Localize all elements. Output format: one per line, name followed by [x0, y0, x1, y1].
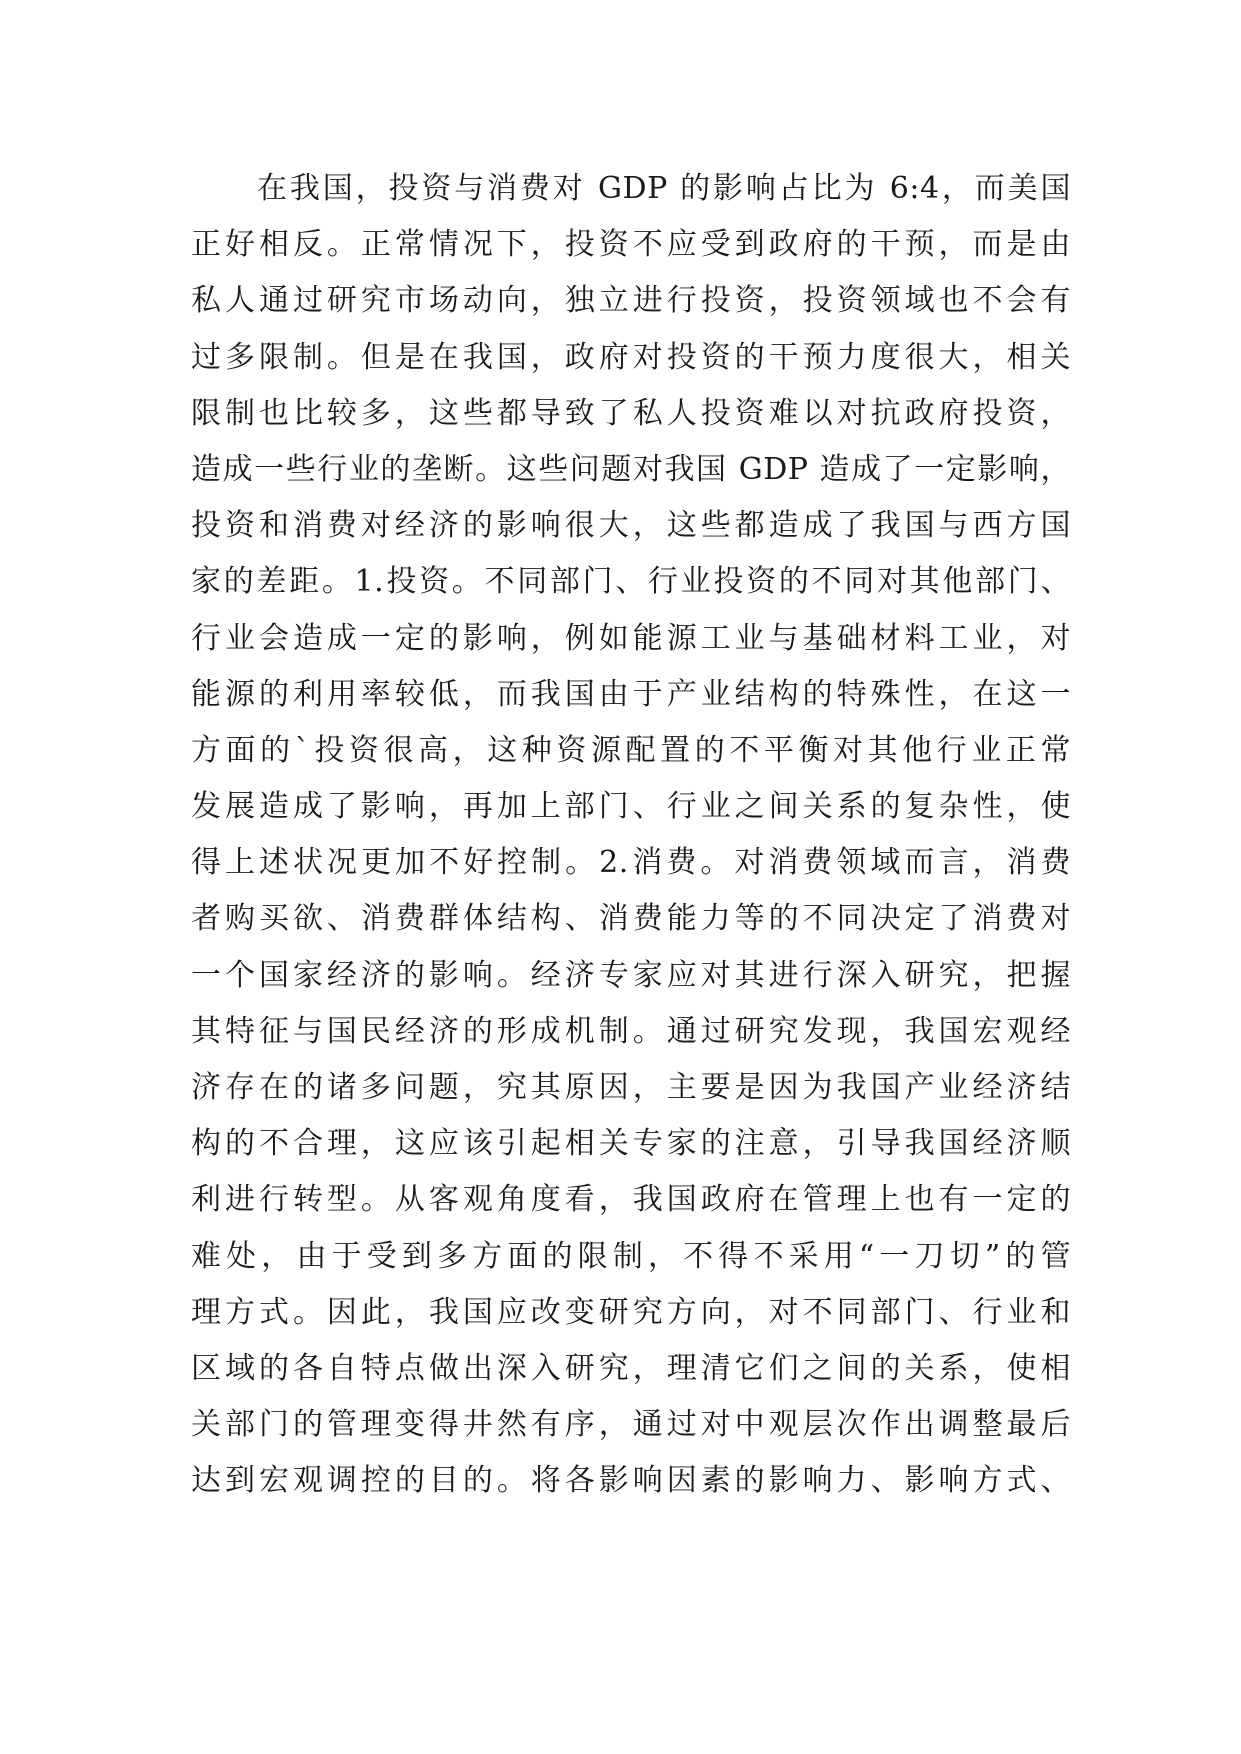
paragraph-line: 方面的`投资很高，这种资源配置的不平衡对其他行业正常	[191, 732, 1071, 768]
paragraph-line: 达到宏观调控的目的。将各影响因素的影响力、影响方式、	[191, 1463, 1071, 1499]
body-paragraph	[191, 161, 1071, 1510]
paragraph-line: 能源的利用率较低，而我国由于产业结构的特殊性，在这一	[191, 676, 1071, 712]
paragraph-line: 在我国，投资与消费对 GDP 的影响占比为 6:4，而美国	[257, 171, 1071, 206]
paragraph-line: 发展造成了影响，再加上部门、行业之间关系的复杂性，使	[191, 789, 1071, 825]
paragraph-line: 其特征与国民经济的形成机制。通过研究发现，我国宏观经	[191, 1013, 1071, 1049]
paragraph-line: 利进行转型。从客观角度看，我国政府在管理上也有一定的	[191, 1182, 1071, 1218]
paragraph-line: 得上述状况更加不好控制。2.消费。对消费领域而言，消费	[191, 845, 1071, 881]
paragraph-line: 行业会造成一定的影响，例如能源工业与基础材料工业，对	[191, 620, 1071, 656]
paragraph-line: 区域的各自特点做出深入研究，理清它们之间的关系，使相	[191, 1350, 1071, 1386]
paragraph-line: 难处，由于受到多方面的限制，不得不采用“一刀切”的管	[191, 1238, 1071, 1274]
paragraph-line: 造成一些行业的垄断。这些问题对我国 GDP 造成了一定影响，	[191, 451, 1071, 487]
paragraph-line: 过多限制。但是在我国，政府对投资的干预力度很大，相关	[191, 339, 1071, 375]
paragraph-line: 私人通过研究市场动向，独立进行投资，投资领域也不会有	[191, 283, 1071, 319]
paragraph-line: 关部门的管理变得井然有序，通过对中观层次作出调整最后	[191, 1407, 1071, 1443]
paragraph-line: 投资和消费对经济的影响很大，这些都造成了我国与西方国	[191, 508, 1071, 544]
paragraph-line: 家的差距。1.投资。不同部门、行业投资的不同对其他部门、	[191, 564, 1071, 600]
paragraph-line: 一个国家经济的影响。经济专家应对其进行深入研究，把握	[191, 957, 1071, 993]
paragraph-line: 理方式。因此，我国应改变研究方向，对不同部门、行业和	[191, 1294, 1071, 1330]
paragraph-line: 限制也比较多，这些都导致了私人投资难以对抗政府投资，	[191, 395, 1071, 431]
paragraph-line: 者购买欲、消费群体结构、消费能力等的不同决定了消费对	[191, 901, 1071, 937]
paragraph-line: 构的不合理，这应该引起相关专家的注意，引导我国经济顺	[191, 1126, 1071, 1162]
paragraph-line: 济存在的诸多问题，究其原因，主要是因为我国产业经济结	[191, 1070, 1071, 1105]
paragraph-line: 正好相反。正常情况下，投资不应受到政府的干预，而是由	[191, 227, 1071, 263]
